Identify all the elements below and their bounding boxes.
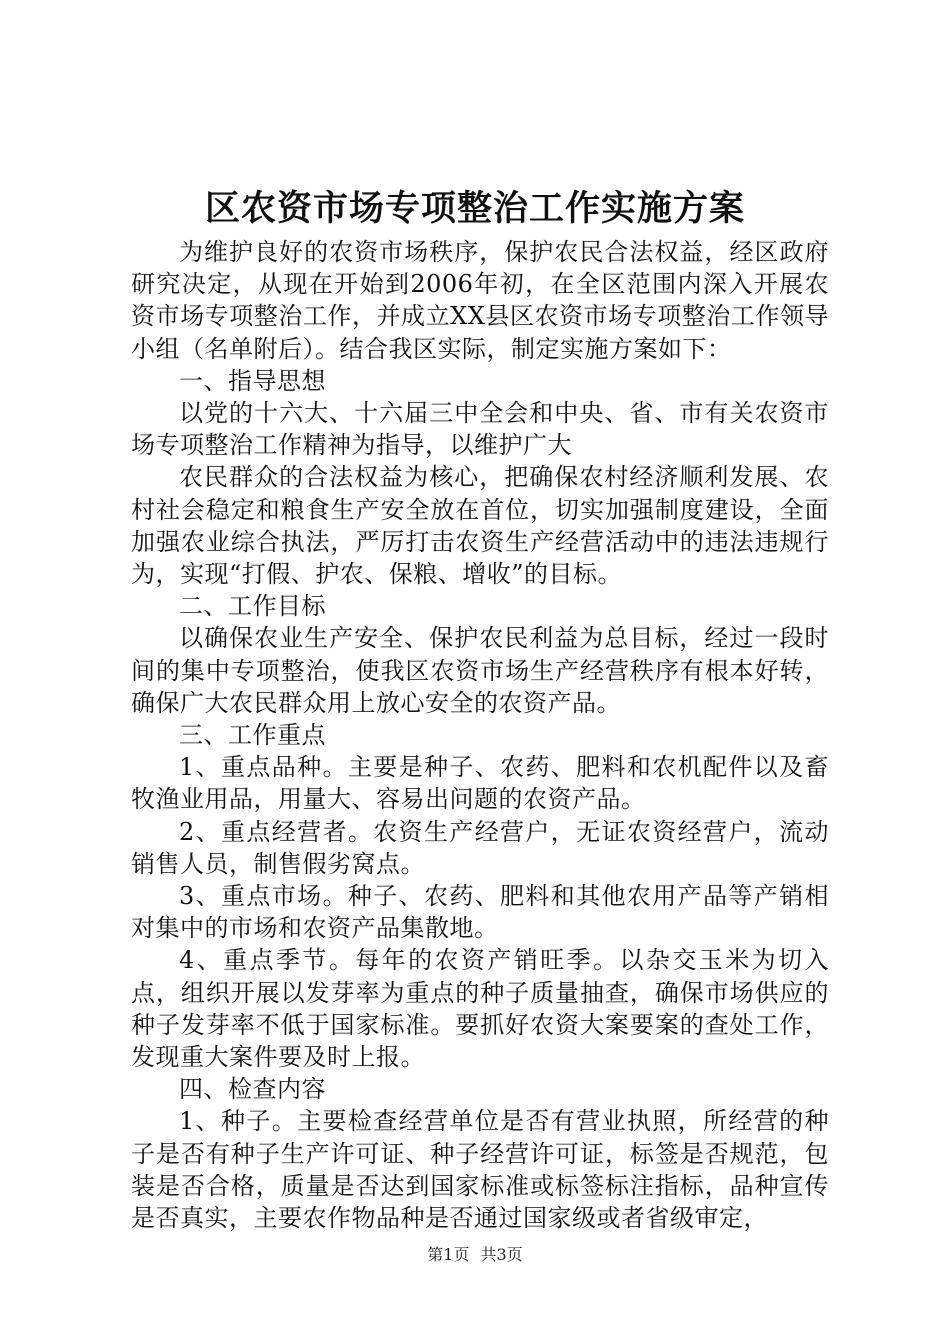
paragraph: 以确保农业生产安全、保护农民利益为总目标，经过一段时间的集中专项整治，使我区农资市场生产经营秩序有根本好转，确保广大农民群众用上放心安全的农资产品。 bbox=[131, 624, 829, 717]
paragraph: 以党的十六大、十六届三中全会和中央、省、市有关农资市场专项整治工作精神为指导，以维护广大 bbox=[131, 399, 829, 460]
paragraph-intro: 为维护良好的农资市场秩序，保护农民合法权益，经区政府研究决定，从现在开始到2006年初，在全区范围内深入开展农资市场专项整治工作，并成立XX县区农资市场专项整治工作领导小组（名单附后）。结合我区实际，制定实施方案如下： bbox=[131, 238, 829, 363]
section-heading-work-goals: 二、工作目标 bbox=[179, 592, 326, 621]
paragraph: 农民群众的合法权益为核心，把确保农村经济顺利发展、农村社会稳定和粮食生产安全放在首位，切实加强制度建设，全面加强农业综合执法，严厉打击农资生产经营活动中的违法违规行为，实现“打假、护农、保粮、增收”的目标。 bbox=[131, 463, 829, 589]
page-number: 第1页 bbox=[427, 1245, 470, 1264]
page-footer bbox=[0, 1245, 950, 1265]
list-item: 1、重点品种。主要是种子、农药、肥料和农机配件以及畜牧渔业用品，用量大、容易出问题的农资产品。 bbox=[131, 753, 829, 814]
document-title: 区农资市场专项整治工作实施方案 bbox=[204, 188, 745, 229]
page-total: 共3页 bbox=[480, 1245, 523, 1264]
list-item: 2、重点经营者。农资生产经营户，无证农资经营户，流动销售人员，制售假劣窝点。 bbox=[131, 817, 829, 878]
list-item: 3、重点市场。种子、农药、肥料和其他农用产品等产销相对集中的市场和农资产品集散地。 bbox=[131, 882, 829, 943]
list-item: 4、重点季节。每年的农资产销旺季。以杂交玉米为切入点，组织开展以发芽率为重点的种子质量抽查，确保市场供应的种子发芽率不低于国家标准。要抓好农资大案要案的查处工作，发现重大案件要及时上报。 bbox=[131, 946, 829, 1072]
section-heading-guiding-ideology: 一、指导思想 bbox=[179, 366, 326, 395]
list-item: 1、种子。主要检查经营单位是否有营业执照，所经营的种子是否有种子生产许可证、种子经营许可证，标签是否规范，包装是否合格，质量是否达到国家标准或标签标注指标，品种宣传是否真实，主要农作物品种是否通过国家级或者省级审定， bbox=[131, 1107, 829, 1233]
document-body bbox=[131, 236, 829, 1234]
section-heading-inspection-content: 四、检查内容 bbox=[179, 1075, 326, 1104]
section-heading-work-focus: 三、工作重点 bbox=[179, 721, 326, 750]
